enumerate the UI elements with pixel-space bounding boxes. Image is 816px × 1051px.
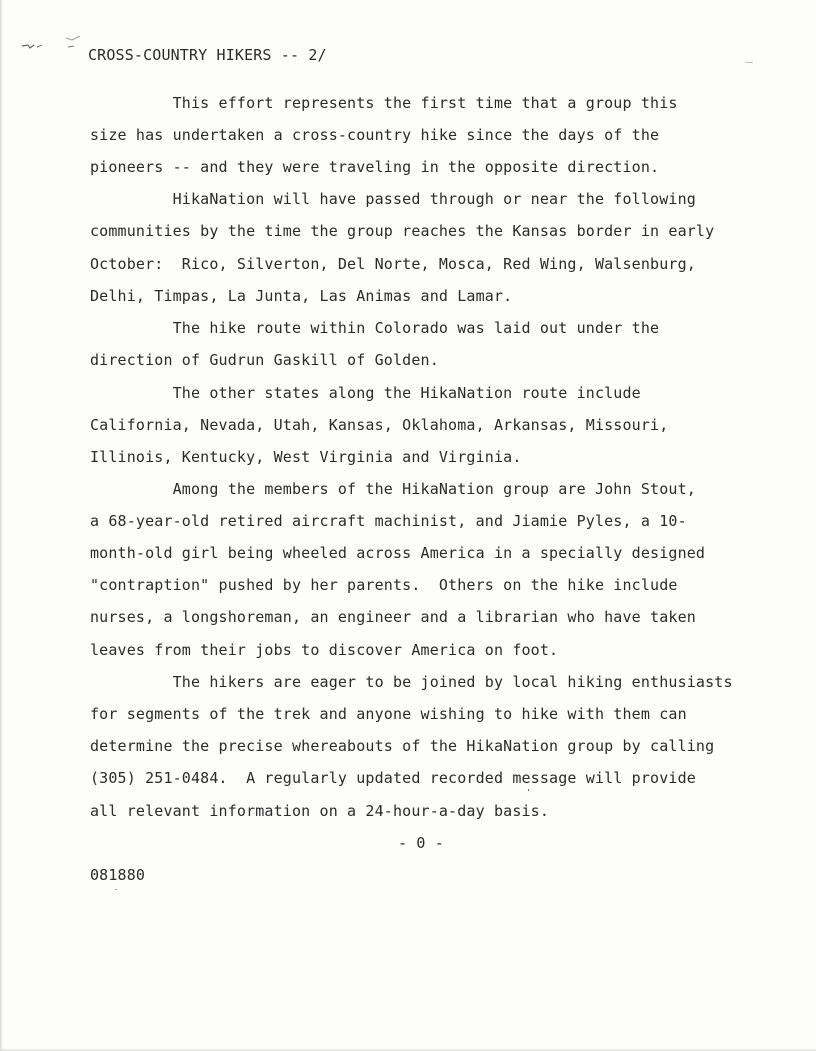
body-line: communities by the time the group reaches the Kansas border in early: [90, 222, 715, 240]
body-line: Among the members of the HikaNation group are John Stout,: [90, 480, 696, 498]
body-line: a 68-year-old retired aircraft machinist, and Jiamie Pyles, a 10-: [90, 512, 687, 530]
body-line: nurses, a longshoreman, an engineer and a librarian who have taken: [90, 608, 696, 626]
page-edge-shadow: [0, 0, 3, 1051]
body-line: HikaNation will have passed through or near the following: [90, 190, 696, 208]
body-line: pioneers -- and they were traveling in the opposite direction.: [90, 158, 660, 176]
body-line: determine the precise whereabouts of the HikaNation group by calling: [90, 737, 715, 755]
body-line: size has undertaken a cross-country hike since the days of the: [90, 126, 660, 144]
end-mark: - 0 -: [398, 834, 444, 852]
page-header: CROSS-COUNTRY HIKERS -- 2/: [88, 46, 327, 64]
body-line: The hikers are eager to be joined by local hiking enthusiasts: [90, 673, 733, 691]
paper-speck: [528, 789, 529, 791]
body-line: The hike route within Colorado was laid out under the: [90, 319, 660, 337]
body-line: The other states along the HikaNation route include: [90, 384, 641, 402]
paper-speck: [745, 62, 753, 63]
paper-speck: [115, 889, 117, 890]
body-line: "contraption" pushed by her parents. Others on the hike include: [90, 576, 678, 594]
body-line: California, Nevada, Utah, Kansas, Oklahoma, Arkansas, Missouri,: [90, 416, 669, 434]
body-line: leaves from their jobs to discover America on foot.: [90, 641, 559, 659]
body-line: October: Rico, Silverton, Del Norte, Mosca, Red Wing, Walsenburg,: [90, 255, 696, 273]
ink-smudge-mark: [20, 36, 86, 58]
body-line: for segments of the trek and anyone wishing to hike with them can: [90, 705, 687, 723]
body-line: Illinois, Kentucky, West Virginia and Virginia.: [90, 448, 522, 466]
body-line: Delhi, Timpas, La Junta, Las Animas and Lamar.: [90, 287, 513, 305]
body-line: This effort represents the first time that a group this: [90, 94, 678, 112]
body-line: month-old girl being wheeled across America in a specially designed: [90, 544, 706, 562]
body-line: all relevant information on a 24-hour-a-day basis.: [90, 802, 550, 820]
body-line: (305) 251-0484. A regularly updated recorded message will provide: [90, 769, 696, 787]
document-code: 081880: [90, 866, 146, 884]
body-line: direction of Gudrun Gaskill of Golden.: [90, 351, 439, 369]
